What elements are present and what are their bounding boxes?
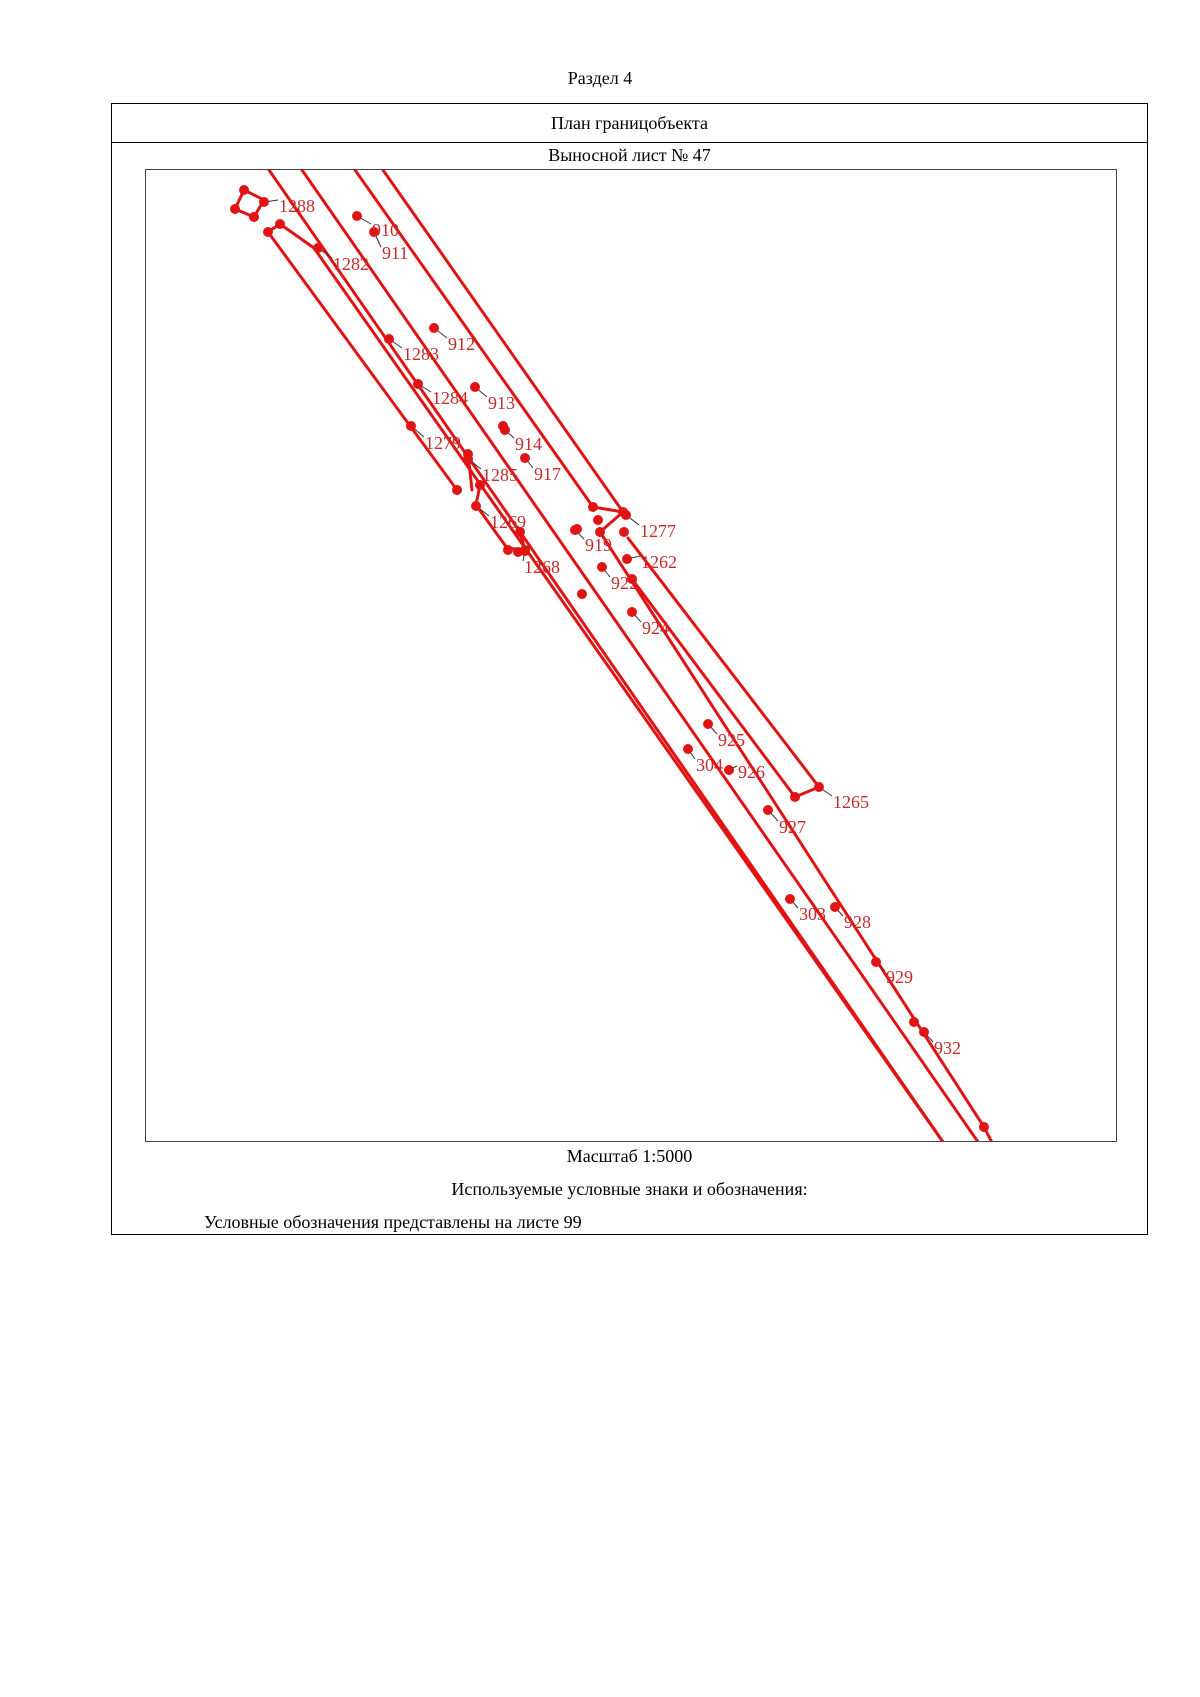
boundary-vertex	[239, 185, 249, 195]
point-label-1282: 1282	[333, 254, 369, 274]
boundary-line	[628, 538, 819, 797]
boundary-map-svg	[146, 170, 1116, 1141]
point-label-1279: 1279	[425, 433, 461, 453]
point-label-924: 924	[642, 618, 669, 638]
point-label-1262: 1262	[641, 552, 677, 572]
boundary-point-1279	[406, 421, 416, 431]
boundary-vertex	[263, 227, 273, 237]
boundary-point-914	[500, 425, 510, 435]
boundary-point-910	[352, 211, 362, 221]
point-label-919: 919	[585, 535, 612, 555]
boundary-vertex	[588, 502, 598, 512]
boundary-line	[269, 170, 957, 1141]
boundary-point-917	[520, 453, 530, 463]
boundary-vertex	[909, 1017, 919, 1027]
boundary-point-1282	[313, 243, 323, 253]
boundary-point-1262	[622, 554, 632, 564]
boundary-vertex	[230, 204, 240, 214]
boundary-vertex	[249, 212, 259, 222]
boundary-point-929	[871, 957, 881, 967]
boundary-vertex	[593, 515, 603, 525]
point-label-914: 914	[515, 434, 542, 454]
boundary-line	[302, 170, 992, 1141]
boundary-point-928	[830, 902, 840, 912]
point-label-922: 922	[611, 573, 638, 593]
boundary-vertex	[790, 792, 800, 802]
boundary-point-927	[763, 805, 773, 815]
boundary-point-1285	[463, 454, 473, 464]
boundary-vertex	[452, 485, 462, 495]
boundary-point-1284	[413, 379, 423, 389]
boundary-point-919	[570, 525, 580, 535]
point-label-303: 303	[799, 904, 826, 924]
point-label-917: 917	[534, 464, 561, 484]
boundary-vertex	[619, 527, 629, 537]
legend-title: Используемые условные знаки и обозначения:	[451, 1179, 808, 1199]
point-label-927: 927	[779, 817, 806, 837]
point-label-913: 913	[488, 393, 515, 413]
map-scale: Масштаб 1:5000	[566, 1146, 693, 1166]
boundary-point-922	[597, 562, 607, 572]
boundary-vertex	[577, 589, 587, 599]
point-label-1283: 1283	[403, 344, 439, 364]
boundary-point-1265	[814, 782, 824, 792]
boundary-point-1277	[621, 510, 631, 520]
point-label-911: 911	[382, 243, 409, 263]
boundary-point-924	[627, 607, 637, 617]
boundary-map	[145, 169, 1117, 1142]
point-label-1284: 1284	[432, 388, 468, 408]
plan-header: План границобъекта	[112, 104, 1147, 143]
legend-note: Условные обозначения представлены на листе 99	[204, 1212, 582, 1232]
point-label-929: 929	[886, 967, 913, 987]
boundary-point-932	[919, 1027, 929, 1037]
point-label-928: 928	[844, 912, 871, 932]
boundary-point-913	[470, 382, 480, 392]
point-label-925: 925	[718, 730, 745, 750]
sheet-title: Выносной лист № 47	[548, 145, 711, 165]
point-label-1277: 1277	[640, 521, 676, 541]
point-label-1285: 1285	[482, 465, 518, 485]
boundary-vertex	[979, 1122, 989, 1132]
boundary-point-926	[724, 765, 734, 775]
boundary-point-304	[683, 744, 693, 754]
point-label-912: 912	[448, 334, 475, 354]
point-label-1265: 1265	[833, 792, 869, 812]
boundary-point-1288	[259, 197, 269, 207]
section-title: Раздел 4	[567, 68, 633, 88]
point-label-1269: 1269	[490, 512, 526, 532]
point-label-910: 910	[372, 220, 399, 240]
boundary-point-925	[703, 719, 713, 729]
boundary-vertex	[503, 545, 513, 555]
boundary-vertex	[275, 219, 285, 229]
boundary-point-1268	[520, 546, 530, 556]
point-label-1288: 1288	[279, 196, 315, 216]
boundary-line	[268, 224, 957, 1141]
point-label-304: 304	[696, 755, 723, 775]
boundary-point-1269	[471, 501, 481, 511]
plan-frame	[111, 103, 1148, 1235]
point-label-932: 932	[934, 1038, 961, 1058]
point-label-926: 926	[738, 762, 765, 782]
boundary-point-912	[429, 323, 439, 333]
boundary-point-303	[785, 894, 795, 904]
point-label-1268: 1268	[524, 557, 560, 577]
boundary-point-1283	[384, 334, 394, 344]
